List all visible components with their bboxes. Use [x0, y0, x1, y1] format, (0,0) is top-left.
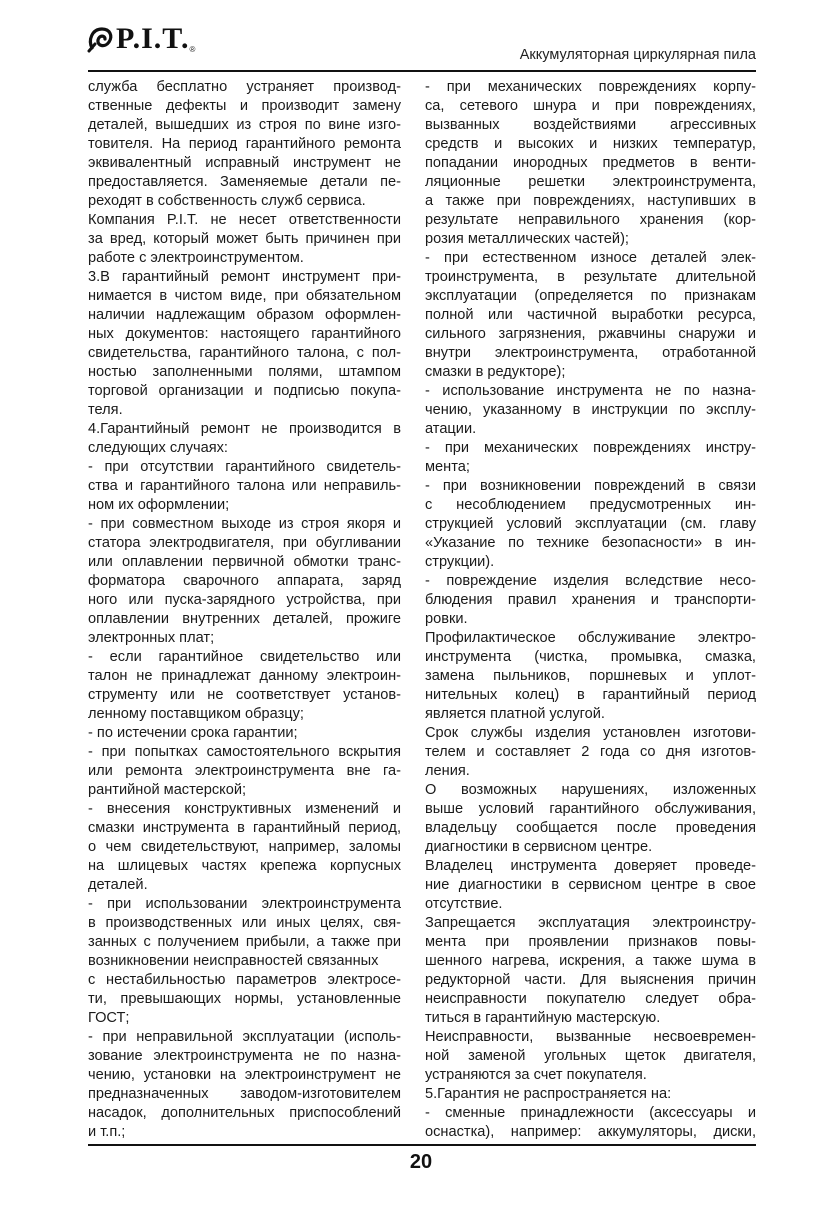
text-line: Компания P.I.T. не несет ответственности — [88, 212, 401, 228]
text-line: результате неправильного хранения (кор- — [425, 212, 756, 228]
text-line: эквивалентный исправный инструмент не — [88, 155, 401, 171]
text-line: ляционные решетки электроинструмента, — [425, 174, 756, 190]
paragraph — [425, 477, 756, 572]
text-line: - внесения конструктивных изменений и — [88, 801, 401, 817]
text-line: инструмента (чистка, промывка, смазка, — [425, 649, 756, 665]
paragraph — [425, 382, 756, 439]
text-line: теля. — [88, 402, 123, 418]
text-line: титься в гарантийную мастерскую. — [425, 1010, 661, 1026]
text-line: «Указание по технике безопасности» в ин- — [425, 535, 756, 551]
text-line: нительных колец) в гарантийный период — [425, 687, 756, 703]
paragraph — [88, 458, 401, 515]
text-line: - при неправильной эксплуатации (исполь- — [88, 1029, 401, 1045]
text-line: - повреждение изделия вследствие несо- — [425, 573, 756, 589]
left-column — [88, 78, 401, 1142]
paragraph — [88, 268, 401, 420]
paragraph — [425, 439, 756, 477]
paragraph — [88, 78, 401, 211]
text-line: Запрещается эксплуатация электроинстру- — [425, 915, 756, 931]
text-line: чению, указанному в инструкции по эксплу- — [425, 402, 756, 418]
text-line: ровки. — [425, 611, 468, 627]
paragraph — [425, 724, 756, 781]
text-line: - при механических повреждениях инстру- — [425, 440, 756, 456]
paragraph — [88, 800, 401, 895]
paragraph — [425, 857, 756, 914]
text-line: эксплуатации (определяется по признакам — [425, 288, 756, 304]
text-line: на шлицевых частях крепежа корпусных — [88, 858, 401, 874]
text-line: струкции). — [425, 554, 495, 570]
text-line: владельцу сообщается после проведения — [425, 820, 756, 836]
text-line: деталей. — [88, 877, 148, 893]
pit-swirl-icon — [86, 24, 116, 54]
text-line: О возможных нарушениях, изложенных — [425, 782, 756, 798]
text-line: ственные дефекты и производит замену — [88, 98, 401, 114]
text-line: ном их оформлении; — [88, 497, 230, 513]
text-line: ностью заполненными полями, штампом — [88, 364, 401, 380]
text-line: с нестабильностью параметров электросе- — [88, 972, 401, 988]
text-line: деталей, вышедших из строя по вине изго- — [88, 117, 401, 133]
paragraph — [88, 971, 401, 1028]
text-line: отсутствие. — [425, 896, 503, 912]
text-line: ного или пуска-зарядного устройства, при — [88, 592, 401, 608]
text-line: а также при повреждениях, наступивших в — [425, 193, 756, 209]
text-line: вызванных воздействиями агрессивных — [425, 117, 756, 133]
text-line: - при естественном износе деталей элек- — [425, 250, 756, 266]
text-line: внутри электроинструмента, отработанной — [425, 345, 756, 361]
text-line: ГОСТ; — [88, 1010, 130, 1026]
text-line: зование электроинструмента не по назна- — [88, 1048, 401, 1064]
page-number: 20 — [409, 1151, 433, 1173]
text-line: насадок, дополнительных приспособлений — [88, 1105, 401, 1121]
paragraph — [425, 1104, 756, 1142]
text-line: - при совместном выходе из строя якоря и — [88, 516, 401, 532]
text-line: ние диагностики в сервисном центре в свое — [425, 877, 756, 893]
text-line: следующих случаях: — [88, 440, 228, 456]
text-line: Профилактическое обслуживание электро- — [425, 630, 756, 646]
paragraph — [88, 211, 401, 268]
text-line: - сменные принадлежности (аксессуары и — [425, 1105, 756, 1121]
paragraph — [88, 724, 401, 743]
text-line: шенного нагрева, искрения, а также шума в — [425, 953, 756, 969]
paragraph — [425, 572, 756, 629]
text-line: и т.п.; — [88, 1124, 126, 1140]
registered-mark: ® — [189, 45, 196, 54]
paragraph — [425, 781, 756, 857]
text-line: телем и составляет 2 года со дня изготов- — [425, 744, 756, 760]
paragraph — [425, 629, 756, 724]
text-line: - при отсутствии гарантийного свидетель- — [88, 459, 401, 475]
text-line: выше условий гарантийного обслуживания, — [425, 801, 756, 817]
text-line: нимается в чистом виде, при обязательном — [88, 288, 401, 304]
text-line: с несоблюдением предусмотренных ин- — [425, 497, 756, 513]
text-line: товителя. На период гарантийного ремонта — [88, 136, 401, 152]
text-line: оснастка), например: аккумуляторы, диски, — [425, 1124, 756, 1140]
text-line: - если гарантийное свидетельство или — [88, 649, 401, 665]
brand-logo — [86, 18, 195, 54]
text-line: - при возникновении повреждений в связи — [425, 478, 756, 494]
text-line: Срок службы изделия установлен изготови- — [425, 725, 756, 741]
text-line: - использование инструмента не по назна- — [425, 383, 756, 399]
text-line: сильного загрязнения, ржавчины снаружи и — [425, 326, 756, 342]
text-line: 4.Гарантийный ремонт не производится в — [88, 421, 401, 437]
text-line: или ремонта электроинструмента вне га- — [88, 763, 401, 779]
text-line: ти, превышающих нормы, установленные — [88, 991, 401, 1007]
document-title: Аккумуляторная циркулярная пила — [519, 47, 756, 63]
text-line: статора электродвигателя, при обугливании — [88, 535, 401, 551]
paragraph — [425, 1028, 756, 1085]
text-line: торговой организации и подписью покупа- — [88, 383, 401, 399]
text-line: блюдения правил хранения и транспорти- — [425, 592, 756, 608]
paragraph — [425, 78, 756, 249]
text-line: работе с электроинструментом. — [88, 250, 304, 266]
header-divider — [88, 70, 756, 72]
text-line: атации. — [425, 421, 477, 437]
text-line: о чем свидетельствуют, например, заломы — [88, 839, 401, 855]
text-line: возникновении неисправностей связанных — [88, 953, 379, 969]
text-line: мента; — [425, 459, 470, 475]
text-line: ления. — [425, 763, 470, 779]
paragraph — [425, 249, 756, 382]
text-line: - при попытках самостоятельного вскрытия — [88, 744, 401, 760]
text-line: рантийной мастерской; — [88, 782, 247, 798]
text-line: ленному поставщиком образцу; — [88, 706, 304, 722]
paragraph — [88, 515, 401, 648]
text-line: предназначенных заводом-изготовителем — [88, 1086, 401, 1102]
text-line: смазки в редукторе); — [425, 364, 566, 380]
text-line: наличии надлежащим образом оформлен- — [88, 307, 401, 323]
text-line: ной заменой угольных щеток двигателя, — [425, 1048, 756, 1064]
text-line: свидетельства, гарантийного талона, с пол- — [88, 345, 401, 361]
text-line: занных с получением прибыли, а также при — [88, 934, 401, 950]
text-line: оплавлении внутренних деталей, прожиге — [88, 611, 401, 627]
text-line: чению, установки на электроинструмент не — [88, 1067, 401, 1083]
text-line: - по истечении срока гарантии; — [88, 725, 298, 741]
text-line: ства и гарантийного талона или неправиль- — [88, 478, 401, 494]
text-line: - при механических повреждениях корпу- — [425, 79, 756, 95]
text-line: струменту или не соответствует установ- — [88, 687, 401, 703]
paragraph — [88, 895, 401, 971]
text-line: Неисправности, вызванные несвоевремен- — [425, 1029, 756, 1045]
text-line: троинструмента, в результате длительной — [425, 269, 756, 285]
text-line: за вред, который может быть причинен при — [88, 231, 401, 247]
text-line: 5.Гарантия не распространяется на: — [425, 1086, 672, 1102]
text-line: средств и высоких и низких температур, — [425, 136, 756, 152]
text-line: попадании инородных предметов в венти- — [425, 155, 756, 171]
text-line: полной или частичной выработки ресурса, — [425, 307, 756, 323]
text-line: мента при проявлении признаков повы- — [425, 934, 756, 950]
text-line: или оплавлении первичной обмотки транс- — [88, 554, 401, 570]
footer-divider — [88, 1144, 756, 1146]
text-line: смазки инструмента в гарантийный период, — [88, 820, 401, 836]
text-line: является платной услугой. — [425, 706, 605, 722]
text-line: струкцией условий эксплуатации (см. главу — [425, 516, 756, 532]
text-line: 3.В гарантийный ремонт инструмент при- — [88, 269, 401, 285]
text-line: са, сетевого шнура и при повреждениях, — [425, 98, 756, 114]
text-line: в производственных или иных целях, свя- — [88, 915, 401, 931]
text-line: ных документов: настоящего гарантийного — [88, 326, 401, 342]
paragraph — [88, 743, 401, 800]
text-line: реходят в собственность служб сервиса. — [88, 193, 366, 209]
text-line: неисправности покупателю следует обра- — [425, 991, 756, 1007]
paragraph — [425, 1085, 756, 1104]
text-line: замена пыльников, поршневых и уплот- — [425, 668, 756, 684]
text-line: предоставляется. Заменяемые детали пе- — [88, 174, 401, 190]
text-line: талон не принадлежат данному электроин- — [88, 668, 401, 684]
text-line: - при использовании электроинструмента — [88, 896, 401, 912]
text-line: Владелец инструмента доверяет проведе- — [425, 858, 756, 874]
paragraph — [88, 420, 401, 458]
text-line: служба бесплатно устраняет производ- — [88, 79, 401, 95]
text-line: редукторной части. Для выяснения причин — [425, 972, 756, 988]
paragraph — [425, 914, 756, 1028]
text-line: электронных плат; — [88, 630, 215, 646]
right-column — [425, 78, 756, 1142]
text-line: форматора сварочного аппарата, заряд — [88, 573, 401, 589]
paragraph — [88, 648, 401, 724]
text-line: диагностики в сервисном центре. — [425, 839, 653, 855]
text-line: розия металлических частей); — [425, 231, 629, 247]
logo-text: P.I.T. — [116, 22, 190, 55]
text-line: устраняются за счет покупателя. — [425, 1067, 647, 1083]
paragraph — [88, 1028, 401, 1142]
